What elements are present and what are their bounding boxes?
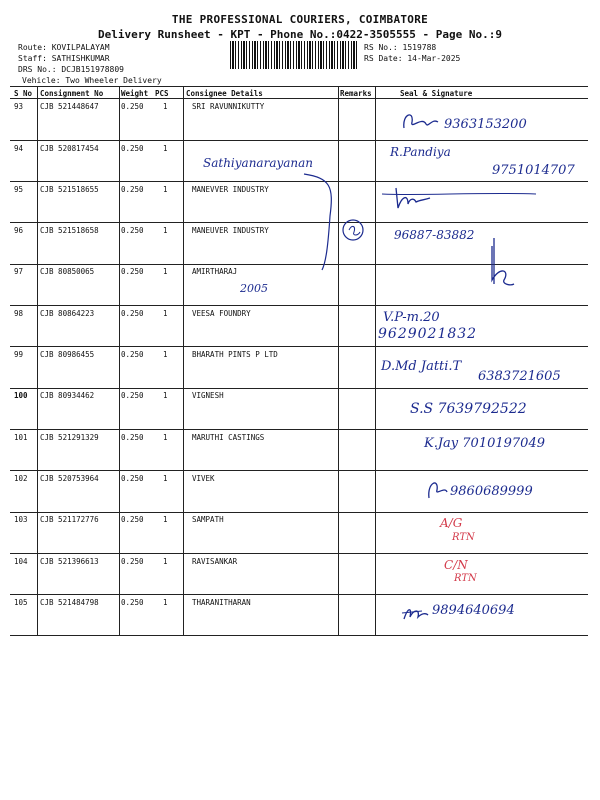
handwritten-phone: 9894640694 [432,603,515,618]
handwritten-name: D.Md Jatti.T [381,359,462,374]
row-consignment: CJB 80864223 [40,309,95,318]
row-pcs: 1 [163,144,168,153]
row-consignee: MANEUVER INDUSTRY [192,226,269,235]
row-pcs: 1 [163,391,168,400]
handwritten-name: R.Pandiya [390,145,451,159]
row-consignment: CJB 521291329 [40,433,99,442]
row-divider [10,305,588,306]
row-weight: 0.250 [121,391,144,400]
row-pcs: 1 [163,226,168,235]
row-weight: 0.250 [121,267,144,276]
row-pcs: 1 [163,433,168,442]
handwritten-phone: K.Jay 7010197049 [424,436,545,451]
handwritten-phone: 9629021832 [378,326,478,342]
row-divider [10,470,588,471]
handwritten-phone: 9751014707 [492,163,575,178]
row-pcs: 1 [163,474,168,483]
row-pcs: 1 [163,309,168,318]
underline-scribble [380,182,540,198]
row-sno: 104 [14,557,28,566]
rs-date: RS Date: 14-Mar-2025 [364,54,461,63]
row-consignment: CJB 521518655 [40,185,99,194]
handwritten-remark: RTN [452,532,475,543]
signature-scribble [488,236,518,296]
row-consignment: CJB 521172776 [40,515,99,524]
row-divider [10,594,588,595]
col-header-sno: S No [14,89,33,98]
signature-scribble [425,478,449,500]
row-consignee: VEESA FOUNDRY [192,309,251,318]
row-weight: 0.250 [121,226,144,235]
row-weight: 0.250 [121,557,144,566]
vehicle-text: Vehicle: Two Wheeler Delivery [22,76,162,85]
row-consignment: CJB 80850065 [40,267,95,276]
handwritten-remark: A/G [440,516,463,530]
row-pcs: 1 [163,102,168,111]
drs-number: DRS No.: DCJB151978809 [18,65,124,74]
row-consignment: CJB 80934462 [40,391,95,400]
handwritten-phone: 9363153200 [444,117,527,132]
row-weight: 0.250 [121,309,144,318]
row-divider [10,429,588,430]
table-top-border [10,86,588,87]
row-weight: 0.250 [121,474,144,483]
rs-number: RS No.: 1519788 [364,43,437,52]
row-consignment: CJB 520753964 [40,474,99,483]
row-sno: 98 [14,309,24,318]
row-divider [10,512,588,513]
staff-text: Staff: SATHISHKUMAR [18,54,110,63]
route-text: Route: KOVILPALAYAM [18,43,110,52]
row-divider [10,140,588,141]
row-consignment: CJB 520817454 [40,144,99,153]
barcode [230,41,358,69]
signature-scribble [400,108,440,134]
row-consignee: AMIRTHARAJ [192,267,238,276]
handwritten-remark: C/N [444,558,468,572]
row-consignee: SAMPATH [192,515,224,524]
row-divider [10,553,588,554]
row-weight: 0.250 [121,185,144,194]
row-weight: 0.250 [121,350,144,359]
row-sno: 100 [14,391,28,400]
row-divider [10,388,588,389]
row-consignee: BHARATH PINTS P LTD [192,350,278,359]
row-consignee: SRI RAVUNNIKUTTY [192,102,265,111]
row-pcs: 1 [163,515,168,524]
row-consignment: CJB 80986455 [40,350,95,359]
row-sno: 99 [14,350,24,359]
row-pcs: 1 [163,598,168,607]
row-sno: 95 [14,185,24,194]
row-consignee: MARUTHI CASTINGS [192,433,265,442]
handwritten-phone: 9860689999 [450,484,533,499]
col-header-consignment: Consignment No [40,89,104,98]
handwritten-phone: S.S 7639792522 [410,401,527,417]
row-pcs: 1 [163,267,168,276]
col-header-remarks: Remarks [340,89,372,98]
row-weight: 0.250 [121,144,144,153]
bracket-scribble [300,166,370,276]
row-sno: 101 [14,433,28,442]
row-consignee: RAVISANKAR [192,557,238,566]
row-divider [10,346,588,347]
page-title: THE PROFESSIONAL COURIERS, COIMBATORE [171,13,429,26]
handwritten-consignee: Sathiyanarayanan [203,156,314,170]
row-consignment: CJB 521396613 [40,557,99,566]
handwritten-remark: RTN [454,573,477,584]
row-consignee: MANEVVER INDUSTRY [192,185,269,194]
col-header-signature: Seal & Signature [400,89,473,98]
row-consignment: CJB 521484798 [40,598,99,607]
handwritten-note: 2005 [240,282,268,295]
table-bottom-border [10,635,588,636]
col-header-weight: Weight [121,89,149,98]
row-weight: 0.250 [121,433,144,442]
row-sno: 93 [14,102,24,111]
handwritten-phone: 96887-83882 [394,228,475,242]
row-consignee: THARANITHARAN [192,598,251,607]
row-sno: 94 [14,144,24,153]
row-sno: 96 [14,226,24,235]
handwritten-name: V.P-m.20 [383,310,440,325]
col-header-consignee: Consignee Details [186,89,263,98]
signature-scribble [400,603,430,623]
row-consignment: CJB 521518658 [40,226,99,235]
row-divider [10,222,588,223]
row-sno: 103 [14,515,28,524]
row-weight: 0.250 [121,598,144,607]
col-header-pcs: PCS [155,89,169,98]
handwritten-phone: 6383721605 [478,369,561,384]
row-pcs: 1 [163,185,168,194]
row-consignee: VIGNESH [192,391,224,400]
row-weight: 0.250 [121,102,144,111]
table-header-border [10,98,588,99]
row-weight: 0.250 [121,515,144,524]
runsheet-subtitle: Delivery Runsheet - KPT - Phone No.:0422-3505555 - Page No.:9 [98,28,502,41]
row-consignment: CJB 521448647 [40,102,99,111]
row-consignee: VIVEK [192,474,215,483]
row-pcs: 1 [163,350,168,359]
row-sno: 97 [14,267,24,276]
row-sno: 105 [14,598,28,607]
row-pcs: 1 [163,557,168,566]
row-sno: 102 [14,474,28,483]
